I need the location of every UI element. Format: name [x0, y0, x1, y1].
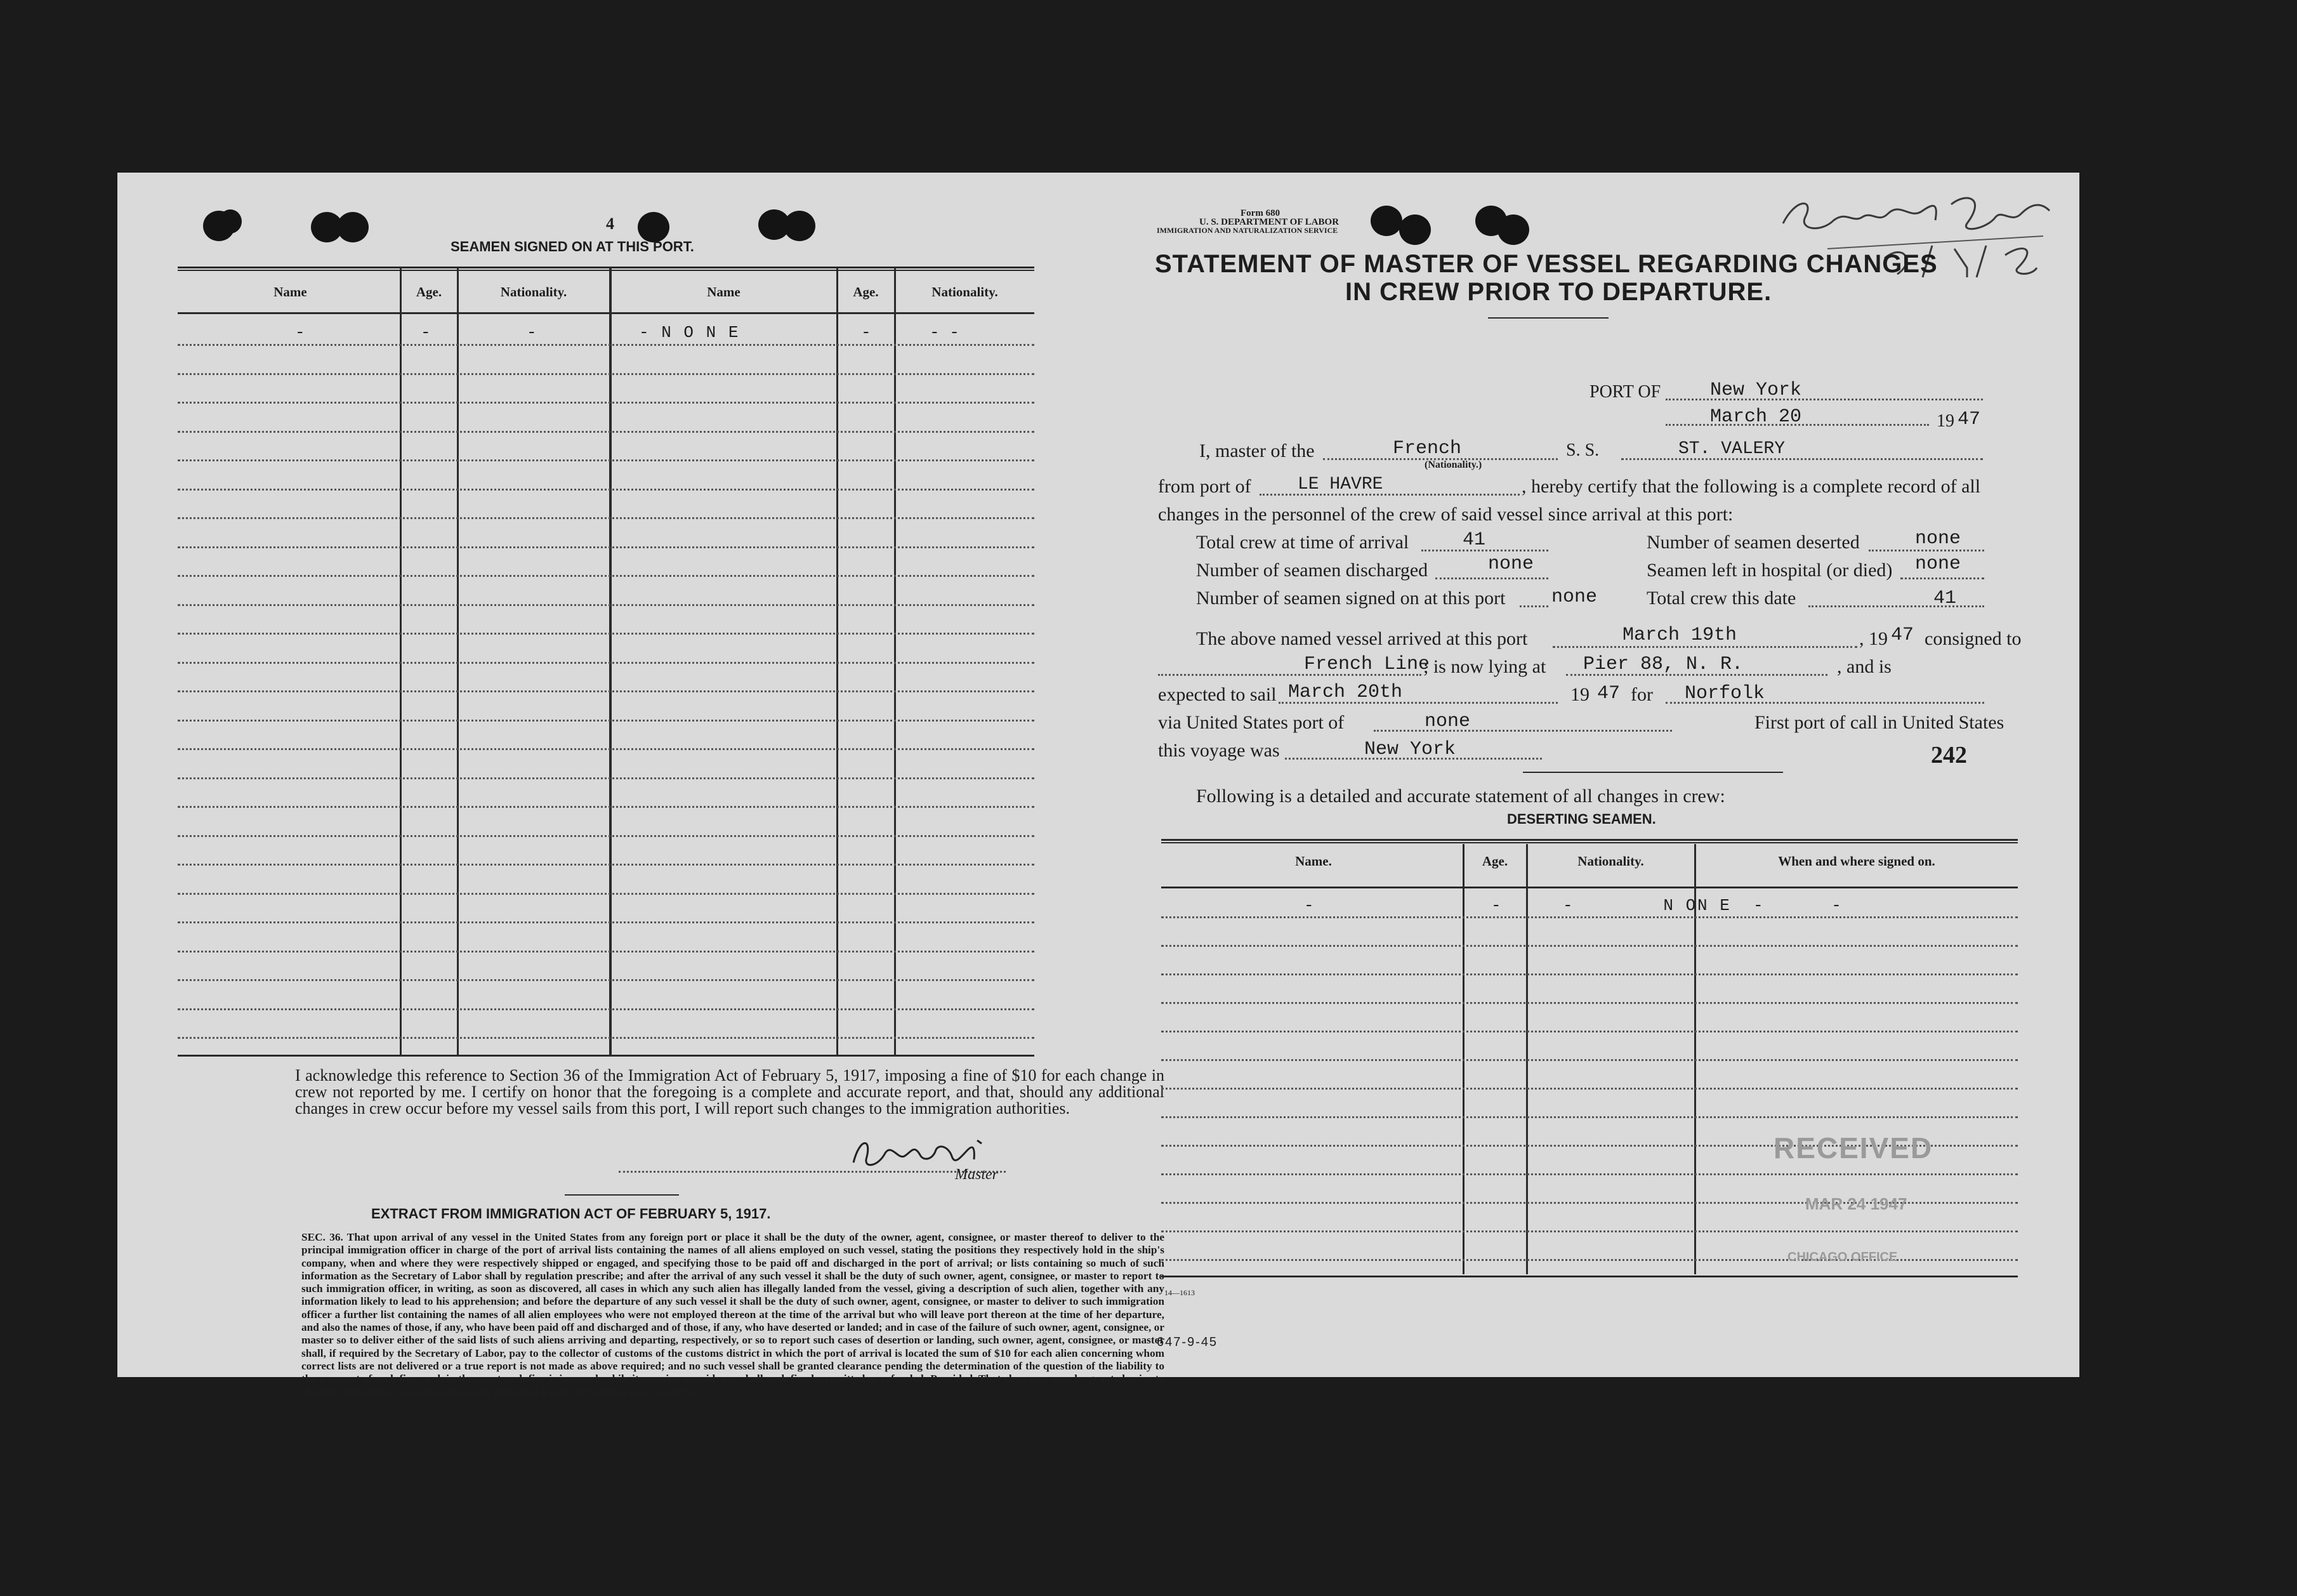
- total-crew-arrival-label: Total crew at time of arrival: [1196, 532, 1409, 553]
- divider-rule: [565, 1194, 679, 1196]
- bottom-code: 647-9-45: [1157, 1335, 1218, 1349]
- received-date: MAR 24 1947: [1805, 1194, 1907, 1213]
- date-value: March 20: [1710, 406, 1802, 428]
- hospital-label: Seamen left in hospital (or died): [1647, 560, 1893, 581]
- left-page-title: SEAMEN SIGNED ON AT THIS PORT.: [451, 239, 694, 254]
- deserted-label: Number of seamen deserted: [1647, 532, 1860, 553]
- col-header-signed-on: When and where signed on.: [1778, 854, 1935, 869]
- extract-text: SEC. 36. That upon arrival of any vessel in the United States from any foreign port or place it shall be the duty of the owner, agent, consignee, or master thereof to deliver to the principal immigration officer in charge of the port of arrival lists containing the names of all aliens employed on such vessel, stating the positions they respectively hold in the ship's company, when and where they were respectively shipped or engaged, and specifying those to be paid off and discharged in the port of arrival; or lists containing so much of such information as the Secretary of Labor shall by regulation prescribe; and after the arrival of any such vessel it shall be the duty of such owner, agent, consignee, or master to report to such immigration officer, in writing, as soon as discovered, all cases in which any such alien has illegally landed from the vessel, giving a description of such alien, together with any information likely to lead to his apprehension; and before the departure of any such vessel it shall be the duty of such owner, agent, consignee, or master to deliver to such immigration officer a further list containing the names of all alien employees who were not employed thereon at the time of the arrival but who will leave port thereon at the time of her departure, and also the names of those, if any, who have been paid off and discharged and of those, if any, who have deserted or landed; and in case of the failure of such owner, agent, consignee, or master so to deliver either of the said lists of such aliens arriving and departing, respectively, or so to report such cases of desertion or landing, such owner, agent, consignee, or master shall, if required by the Secretary of Labor, pay to the collector of customs of the customs district in which the port of arrival is located the sum of $10 for each alien concerning whom correct lists are not delivered or a true report is not made as above required; and no such vessel shall be granted clearance pending the determination of the question of the liability to the payment of such fine, and, in the event such fine is imposed, while it remains unpaid; nor shall such fine be remitted or refunded; Provided, That clearance may be granted prior to the determination of such question upon deposit of a sum sufficient to cover such fine.: [301, 1231, 1164, 1398]
- table-top-rule: [178, 267, 1034, 268]
- extract-title: EXTRACT FROM IMMIGRATION ACT OF FEBRUARY 5, 1917.: [371, 1206, 771, 1222]
- table-row-rule: [178, 459, 1034, 461]
- table-header-rule: [178, 312, 1034, 314]
- expected-value: March 20th: [1288, 682, 1403, 703]
- table-row-rule: [178, 864, 1034, 866]
- hospital-value: none: [1915, 553, 1961, 575]
- table-row-rule: [178, 748, 1034, 750]
- table-row-rule: [178, 633, 1034, 635]
- following-text: Following is a detailed and accurate statement of all changes in crew:: [1196, 786, 1725, 807]
- table-row-rule: [178, 489, 1034, 491]
- signed-on-label: Number of seamen signed on at this port: [1196, 588, 1506, 609]
- table-row-rule: [178, 835, 1034, 837]
- arrived-value: March 19th: [1622, 624, 1737, 646]
- nationality-caption: (Nationality.): [1425, 459, 1482, 470]
- hospital-line: [1900, 577, 1984, 579]
- number-stamp: 242: [1931, 742, 1967, 768]
- discharged-label: Number of seamen discharged: [1196, 560, 1428, 581]
- for-label: for: [1631, 684, 1653, 705]
- title-underline: [1488, 317, 1609, 319]
- col-header-nationality: Nationality.: [1577, 854, 1644, 869]
- vessel-line: [1621, 458, 1983, 460]
- total-crew-arrival-value: 41: [1463, 529, 1486, 551]
- signed-on-line: [1520, 605, 1548, 607]
- from-port-value: LE HAVRE: [1298, 475, 1383, 494]
- table-row-rule: [178, 402, 1034, 404]
- col-header-name: Name: [707, 284, 740, 300]
- table-row-rule: [178, 979, 1034, 981]
- table-top-rule: [1161, 842, 2018, 843]
- table-bottom-rule: [1161, 1276, 2018, 1277]
- year-value: 47: [1958, 409, 1981, 430]
- arrived-line: [1553, 646, 1857, 648]
- punch-hole: [638, 212, 669, 242]
- document-sheet: [117, 173, 2079, 1398]
- total-crew-date-label: Total crew this date: [1647, 588, 1796, 609]
- acknowledgement-text: I acknowledge this reference to Section 36 of the Immigration Act of February 5, 1917, imposing a fine of $10 for each change in crew not reported by me. I certify on honor that the foregoing is a complete and accurate report, and that, should any additional changes in crew occur before my vessel sails from this port, I will report such changes to the immigration authorities.: [295, 1066, 1164, 1118]
- certify-text: , hereby certify that the following is a complete record of all: [1522, 476, 1981, 497]
- table-row-rule: [1161, 1031, 2018, 1032]
- deserted-value: none: [1915, 528, 1961, 550]
- table-row-rule: [178, 921, 1034, 923]
- from-port-label: from port of: [1158, 476, 1251, 497]
- punch-hole: [337, 212, 369, 242]
- arrived-year: 47: [1891, 624, 1914, 646]
- table-row-rule: [178, 431, 1034, 433]
- expected-year: 47: [1597, 683, 1621, 704]
- punch-hole: [1399, 214, 1431, 245]
- col-header-age: Age.: [416, 284, 442, 300]
- service-name: IMMIGRATION AND NATURALIZATION SERVICE: [1157, 226, 1338, 235]
- total-crew-date-line: [1808, 605, 1984, 607]
- table-top-rule: [1161, 839, 2018, 841]
- table-row-rule: [1161, 1230, 2018, 1232]
- table-row-rule: [178, 777, 1034, 779]
- via-value: none: [1425, 711, 1471, 732]
- discharged-line: [1435, 577, 1548, 579]
- table-row-rule: [178, 1008, 1034, 1010]
- deserting-title: DESERTING SEAMEN.: [1507, 811, 1656, 827]
- discharged-value: none: [1488, 553, 1534, 575]
- col-header-nationality: Nationality.: [500, 284, 567, 300]
- table-row-rule: [178, 517, 1034, 519]
- table-cell: - N O: [1563, 896, 1697, 915]
- changes-text: changes in the personnel of the crew of said vessel since arrival at this port:: [1158, 504, 1734, 525]
- table-cell: -: [295, 323, 305, 342]
- table-cell: -: [421, 323, 431, 342]
- year-prefix: 19: [1937, 411, 1954, 431]
- table-cell: N E - -: [1697, 896, 1843, 915]
- table-row-rule: [178, 951, 1034, 953]
- lying-value: Pier 88, N. R.: [1583, 654, 1744, 675]
- col-header-name: Name: [273, 284, 307, 300]
- via-line: [1374, 730, 1672, 732]
- table-row-rule: [1161, 1088, 2018, 1090]
- table-bottom-rule: [178, 1055, 1034, 1057]
- master-label: I, master of the: [1199, 440, 1315, 461]
- ss-label: S. S.: [1566, 440, 1600, 460]
- table-cell: -: [1491, 896, 1501, 915]
- first-port-label: First port of call in United States: [1754, 712, 2004, 733]
- deserted-line: [1869, 550, 1984, 551]
- print-code: 14—1613: [1164, 1288, 1195, 1297]
- expected-label: expected to sail: [1158, 684, 1277, 705]
- expected-year-prefix: 19: [1570, 684, 1589, 705]
- table-row-rule: [178, 720, 1034, 722]
- signed-on-value: none: [1551, 586, 1598, 608]
- punch-hole: [219, 209, 242, 234]
- and-is-label: , and is: [1837, 656, 1892, 677]
- table-header-rule: [1161, 887, 2018, 888]
- voyage-value: New York: [1364, 739, 1456, 760]
- table-top-rule: [178, 270, 1034, 271]
- table-row-rule: [1161, 916, 2018, 918]
- table-row-rule: [178, 690, 1034, 692]
- left-page-number: 4: [606, 214, 614, 233]
- table-row-rule: [1161, 1116, 2018, 1118]
- arrived-year-prefix: , 19: [1859, 628, 1888, 649]
- table-row-rule: [1161, 1173, 2018, 1175]
- table-row-rule: [178, 893, 1034, 895]
- table-cell: -: [861, 323, 871, 342]
- col-header-name: Name.: [1295, 854, 1332, 869]
- total-crew-date-value: 41: [1933, 588, 1957, 609]
- col-header-age: Age.: [853, 284, 879, 300]
- table-row-rule: [1161, 973, 2018, 975]
- table-cell: -: [527, 323, 537, 342]
- col-header-nationality: Nationality.: [931, 284, 998, 300]
- arrived-label: The above named vessel arrived at this port: [1196, 628, 1528, 649]
- table-cell: - N O N E: [639, 323, 740, 342]
- punch-hole: [1371, 206, 1402, 236]
- nationality-value: French: [1393, 438, 1462, 459]
- lying-label: ; is now lying at: [1423, 656, 1546, 677]
- signature-caption: Master: [955, 1166, 998, 1183]
- table-cell: - -: [930, 323, 959, 342]
- form-title-line2: IN CREW PRIOR TO DEPARTURE.: [1345, 278, 1772, 306]
- table-row-rule: [178, 604, 1034, 606]
- table-row-rule: [178, 1037, 1034, 1039]
- table-row-rule: [178, 806, 1034, 808]
- table-row-rule: [178, 373, 1034, 375]
- received-stamp: RECEIVED: [1774, 1131, 1933, 1164]
- received-office: CHICAGO OFFICE: [1787, 1250, 1898, 1264]
- section-divider: [1523, 772, 1783, 773]
- vessel-value: ST. VALERY: [1678, 439, 1786, 459]
- form-title-line1: STATEMENT OF MASTER OF VESSEL REGARDING CHANGES: [1155, 250, 1938, 278]
- table-cell: -: [1304, 896, 1314, 915]
- col-header-age: Age.: [1482, 854, 1508, 869]
- punch-hole: [784, 211, 815, 241]
- voyage-label: this voyage was: [1158, 740, 1280, 761]
- table-row-rule: [1161, 1002, 2018, 1004]
- table-row-rule: [178, 575, 1034, 577]
- punch-hole: [1497, 214, 1529, 245]
- table-row-rule: [1161, 945, 2018, 947]
- port-label: PORT OF: [1589, 382, 1661, 402]
- table-row-rule: [1161, 1059, 2018, 1061]
- via-label: via United States port of: [1158, 712, 1345, 733]
- table-row-rule: [178, 344, 1034, 346]
- port-value: New York: [1710, 379, 1802, 401]
- form-number: Form 680: [1241, 208, 1280, 218]
- consignee-value: French Line: [1304, 654, 1430, 675]
- consigned-label: consigned to: [1925, 628, 2022, 649]
- table-row-rule: [178, 546, 1034, 548]
- department-name: U. S. DEPARTMENT OF LABOR: [1199, 217, 1339, 227]
- for-value: Norfolk: [1685, 683, 1765, 704]
- table-row-rule: [178, 662, 1034, 664]
